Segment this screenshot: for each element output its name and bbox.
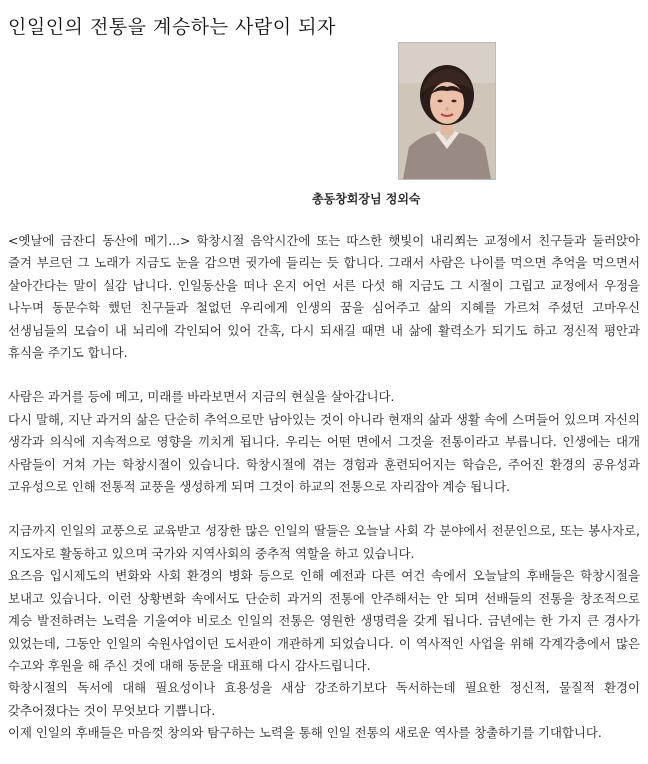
paragraph: 지금까지 인일의 교풍으로 교육받고 성장한 많은 인일의 딸들은 오늘날 사회 각 분야에서 전문인으로, 또는 봉사자로, 지도자로 활동하고 있으며 국가와 지역사회의 중추적 역할을 하고 있습니다.: [8, 523, 640, 561]
paragraph: 이제 인일의 후배들은 마음껏 창의와 탐구하는 노력을 통해 인일 전통의 새로운 역사를 창출하기를 기대합니다.: [8, 725, 602, 741]
paragraph-gap: [8, 364, 640, 386]
portrait-image: [399, 43, 495, 179]
paragraph-gap: [8, 498, 640, 520]
paragraph: 사람은 과거를 등에 메고, 미래를 바라보면서 지금의 현실을 살아갑니다.: [8, 389, 395, 405]
paragraph: <옛날에 금잔디 동산에 메기...> 학창시절 음악시간에 또는 따스한 햇빛이 내리쬐는 교정에서 친구들과 둘러앉아 즐겨 부르던 그 노래가 지금도 눈을 감으면 귓가에 들리는 듯 합니다. 그래서 사람은 나이를 먹으면 추억을 먹으면서 살아간다는 말이 실감 납니다. 인일동산을 떠나 온지 어언 서른 다섯 해 지금도 그 시절이 그립고 교정에서 우정을 나누며 동문수학 했던 친구들과 철없던 우리에게 인생의 꿈을 심어주고 삶의 지혜를 가르쳐 주셨던 고마우신 선생님들의 모습이 내 뇌리에 각인되어 있어 간혹, 다시 되새길 때면 내 삶에 활력소가 되기도 하고 정신적 평안과 휴식을 주기도 합니다.: [8, 233, 640, 361]
paragraph: 요즈음 입시제도의 변화와 사회 환경의 병화 등으로 인해 예전과 다른 여건 속에서 오늘날의 후배들은 학창시절을 보내고 있습니다. 이런 상황변화 속에서도 단순히 과거의 전통에 안주해서는 안 되며 선배들의 전통을 창조적으로 계승 발전하려는 노력을 기울여야 비로소 인일의 전통은 영원한 생명력을 갖게 됩니다. 금년에는 한 가지 큰 경사가 있었는데, 그동안 인일의 숙원사업이던 도서관이 개관하게 되었습니다. 이 역사적인 사업을 위해 각계각층에서 많은 수고와 후원을 해 주신 것에 대해 동문을 대표해 다시 감사드립니다.: [8, 568, 640, 673]
portrait-photo: [398, 42, 496, 180]
article-body: [8, 230, 640, 745]
author-caption: 총동창회장님 정외숙: [312, 192, 421, 206]
article-title: 인일인의 전통을 계승하는 사람이 되자: [8, 16, 336, 38]
paragraph: 다시 말해, 지난 과거의 삶은 단순히 추억으로만 남아있는 것이 아니라 현재의 삶과 생활 속에 스며들어 있으며 자신의 생각과 의식에 지속적으로 영향을 끼치게 됩니다. 우리는 어떤 면에서 그것을 전통이라고 부릅니다. 인생에는 대개 사람들이 거쳐 가는 학창시절이 있습니다. 학창시절에 겪는 경험과 훈련되어지는 학습은, 주어진 환경의 공유성과 고유성으로 인해 전통적 교풍을 생성하게 되며 그것이 하교의 전통으로 자리잡아 계승 됩니다.: [8, 411, 640, 495]
paragraph: 학창시절의 독서에 대해 필요성이나 효용성을 새삼 강조하기보다 독서하는데 필요한 정신적, 물질적 환경이 갖추어졌다는 것이 무엇보다 기쁩니다.: [8, 680, 640, 718]
